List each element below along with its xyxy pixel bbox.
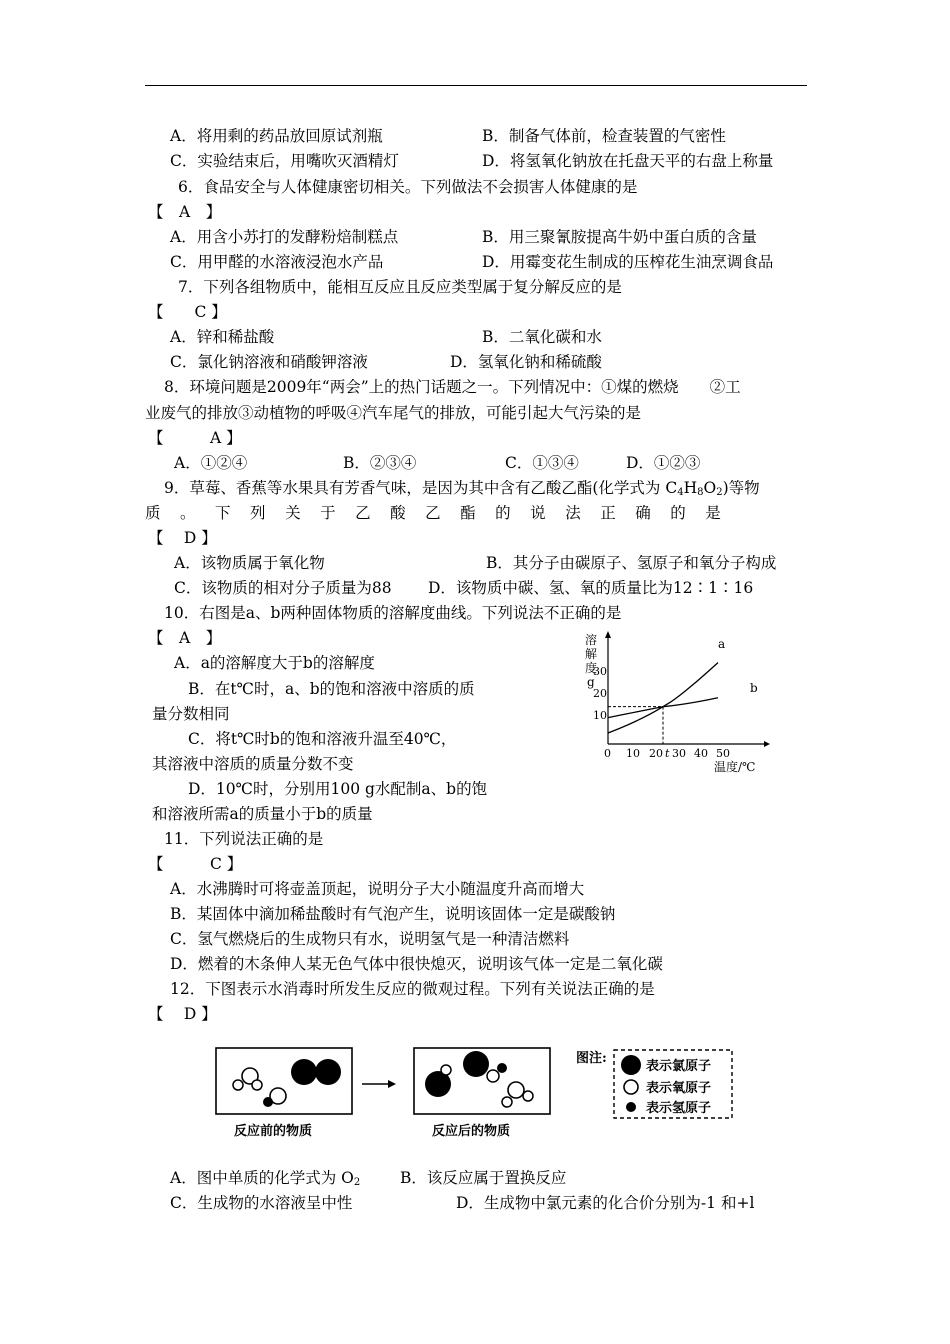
q7-option-a: A．锌和稀盐酸	[170, 328, 275, 346]
chlorine-atom	[463, 1051, 489, 1077]
x-axis-title: 温度/℃	[714, 760, 756, 774]
legend-hydrogen-label: 表示氢原子	[646, 1101, 712, 1116]
q8-option-d: D．①②③	[626, 454, 701, 472]
q11-stem: 11．下列说法正确的是	[164, 830, 324, 848]
q10-option-b-line2: 量分数相同	[152, 705, 230, 723]
q7-answer: 【 C 】	[148, 303, 227, 321]
q6-option-c: C．用甲醛的水溶液浸泡水产品	[170, 253, 384, 271]
caption-after: 反应后的物质	[432, 1124, 511, 1139]
x-tick-label: 0	[604, 747, 611, 760]
q12-stem: 12．下图表示水消毒时所发生反应的微观过程。下列有关说法正确的是	[170, 980, 655, 998]
q9-sub-4: 4	[677, 487, 684, 498]
x-axis-arrow	[764, 741, 770, 747]
q9-stem-line2	[145, 503, 721, 523]
q9-stem-char: 质	[145, 504, 161, 522]
hydrogen-atom	[497, 1063, 507, 1073]
y-tick-label: 20	[593, 687, 607, 700]
y-tick-label: 30	[593, 665, 607, 678]
q6-option-b: B．用三聚氰胺提高牛奶中蛋白质的含量	[482, 228, 757, 246]
q7-option-c: C．氯化钠溶液和硝酸钾溶液	[170, 353, 368, 371]
q11-option-d: D．燃着的木条伸人某无色气体中很快熄灭，说明该气体一定是二氧化碳	[170, 955, 663, 973]
q11-answer: 【 C 】	[148, 855, 243, 873]
curve-b-label: b	[750, 681, 758, 695]
q6-option-a: A．用含小苏打的发酵粉焙制糕点	[170, 228, 399, 246]
hydrogen-atom	[263, 1097, 273, 1107]
q6-answer: 【 A 】	[148, 203, 222, 221]
q9-stem-char: 下	[215, 504, 231, 522]
q9-stem-char: 于	[320, 504, 336, 522]
legend-oxygen-icon	[624, 1080, 638, 1094]
q12-option-c: C．生成物的水溶液呈中性	[170, 1194, 353, 1212]
y-tick-label: 10	[593, 709, 607, 722]
q9-stem-char: 列	[250, 504, 266, 522]
q9-stem-char: 确	[635, 504, 651, 522]
q9-formula-h: H	[683, 479, 698, 497]
q9-sub-8: 8	[697, 487, 704, 498]
caption-before: 反应前的物质	[234, 1124, 313, 1139]
q9-stem-line1	[164, 478, 760, 498]
x-tick-label-t: t	[665, 747, 670, 760]
q7-option-d: D．氢氧化钠和稀硫酸	[450, 353, 602, 371]
q12-option-a	[170, 1168, 360, 1188]
x-tick-label: 10	[626, 747, 640, 760]
x-tick-label: 40	[694, 747, 708, 760]
q8-stem-line2: 业废气的排放③动植物的呼吸④汽车尾气的排放，可能引起大气污染的是	[145, 404, 642, 422]
y-title-char: 度	[585, 661, 598, 675]
q11-option-a: A．水沸腾时可将壶盖顶起，说明分子大小随温度升高而增大	[170, 880, 585, 898]
q9-stem-post: )等物	[722, 479, 760, 497]
q11-option-c: C．氢气燃烧后的生成物只有水，说明氢气是一种清洁燃料	[170, 930, 570, 948]
hydrogen-atom	[233, 1080, 243, 1090]
q7-option-b: B．二氧化碳和水	[482, 328, 602, 346]
q9-stem-char: 是	[705, 504, 721, 522]
q9-formula-o: O	[703, 479, 717, 497]
q12-answer: 【 D 】	[148, 1005, 217, 1023]
x-tick-label: 30	[672, 747, 686, 760]
legend-hydrogen-icon	[626, 1102, 636, 1112]
q10-option-a: A．a的溶解度大于b的溶解度	[174, 654, 375, 672]
q9-stem-char: 说	[530, 504, 546, 522]
x-tick-label: 50	[716, 747, 730, 760]
q8-option-a: A．①②④	[174, 454, 248, 472]
curve-a-label: a	[718, 637, 726, 651]
q5-option-a: A．将用剩的药品放回原试剂瓶	[170, 127, 383, 145]
y-axis-arrow	[605, 631, 611, 638]
hydrogen-atom	[502, 1097, 512, 1107]
q9-option-d: D．该物质中碳、氢、氧的质量比为12∶1∶16	[428, 579, 754, 597]
q9-stem-char: 的	[670, 504, 686, 522]
q9-stem-char: 的	[495, 504, 511, 522]
q7-stem: 7．下列各组物质中，能相互反应且反应类型属于复分解反应的是	[178, 278, 622, 296]
q12-option-a-sub: 2	[353, 1177, 361, 1188]
q9-stem-char: 正	[600, 504, 616, 522]
chlorine-atom	[291, 1059, 317, 1085]
hydrogen-atom	[252, 1080, 262, 1090]
y-title-char: 溶	[585, 633, 598, 647]
legend-chlorine-icon	[621, 1055, 641, 1075]
q9-option-b: B．其分子由碳原子、氢原子和氧分子构成	[486, 554, 777, 572]
q9-stem-char: 乙	[425, 504, 441, 522]
legend-chlorine-label: 表示氯原子	[646, 1059, 712, 1074]
q8-answer: 【 A 】	[148, 429, 242, 447]
q9-stem-char: 关	[285, 504, 301, 522]
q8-option-c: C．①③④	[505, 454, 579, 472]
q9-answer: 【 D 】	[148, 529, 217, 547]
header-rule	[145, 85, 807, 86]
q9-stem-char: 乙	[355, 504, 371, 522]
q10-option-c-line1: C．将t℃时b的饱和溶液升温至40℃，	[188, 730, 457, 748]
q9-stem-char: 酸	[390, 504, 406, 522]
reaction-micro-figure	[210, 1040, 750, 1152]
q9-sub-2: 2	[716, 487, 723, 498]
y-title-char: 解	[585, 647, 598, 661]
q11-option-b: B．某固体中滴加稀盐酸时有气泡产生，说明该固体一定是碳酸钠	[170, 905, 616, 923]
q9-option-a: A．该物质属于氧化物	[174, 554, 325, 572]
q9-stem-char: 。	[180, 504, 196, 522]
q9-stem-pre: 9．草莓、香蕉等水果具有芳香气味，是因为其中含有乙酸乙酯(化学式为 C	[164, 479, 678, 497]
q6-stem: 6．食品安全与人体健康密切相关。下列做法不会损害人体健康的是	[178, 178, 638, 196]
q5-option-c: C．实验结束后，用嘴吹灭酒精灯	[170, 152, 399, 170]
q10-answer: 【 A 】	[148, 629, 222, 647]
q8-option-b: B．②③④	[343, 454, 417, 472]
q12-option-b: B．该反应属于置换反应	[400, 1169, 567, 1187]
reaction-arrow-head	[388, 1080, 396, 1088]
q10-option-d-line2: 和溶液所需a的质量小于b的质量	[152, 805, 373, 823]
hydrogen-atom	[523, 1091, 533, 1101]
hydrogen-atom	[441, 1065, 451, 1075]
q6-option-d: D．用霉变花生制成的压榨花生油烹调食品	[482, 253, 774, 271]
q12-option-a-text: A．图中单质的化学式为 O	[170, 1169, 354, 1187]
q9-option-c: C．该物质的相对分子质量为88	[174, 579, 392, 597]
q9-stem-char: 酯	[460, 504, 476, 522]
q10-option-d-line1: D．10℃时，分别用100 g水配制a、b的饱	[188, 780, 488, 798]
q12-option-d: D．生成物中氯元素的化合价分别为-1 和+l	[456, 1194, 755, 1212]
q10-option-c-line2: 其溶液中溶质的质量分数不变	[152, 755, 354, 773]
oxygen-atom	[508, 1082, 524, 1098]
q10-option-b-line1: B．在t℃时，a、b的饱和溶液中溶质的质	[188, 680, 475, 698]
q10-stem: 10．右图是a、b两种固体物质的溶解度曲线。下列说法不正确的是	[164, 604, 622, 622]
x-tick-label: 20	[649, 747, 663, 760]
chlorine-atom	[315, 1059, 341, 1085]
q5-option-b: B．制备气体前，检查装置的气密性	[482, 127, 726, 145]
legend-oxygen-label: 表示氧原子	[646, 1081, 712, 1096]
q9-stem-char: 法	[565, 504, 581, 522]
oxygen-atom	[487, 1070, 499, 1082]
solubility-chart	[580, 626, 780, 776]
y-title-char: g	[587, 675, 595, 689]
q5-option-d: D．将氢氧化钠放在托盘天平的右盘上称量	[482, 152, 774, 170]
q8-stem-line1: 8．环境问题是2009年“两会”上的热门话题之一。下列情况中：①煤的燃烧 ②工	[164, 378, 741, 396]
legend-title: 图注:	[576, 1051, 607, 1066]
